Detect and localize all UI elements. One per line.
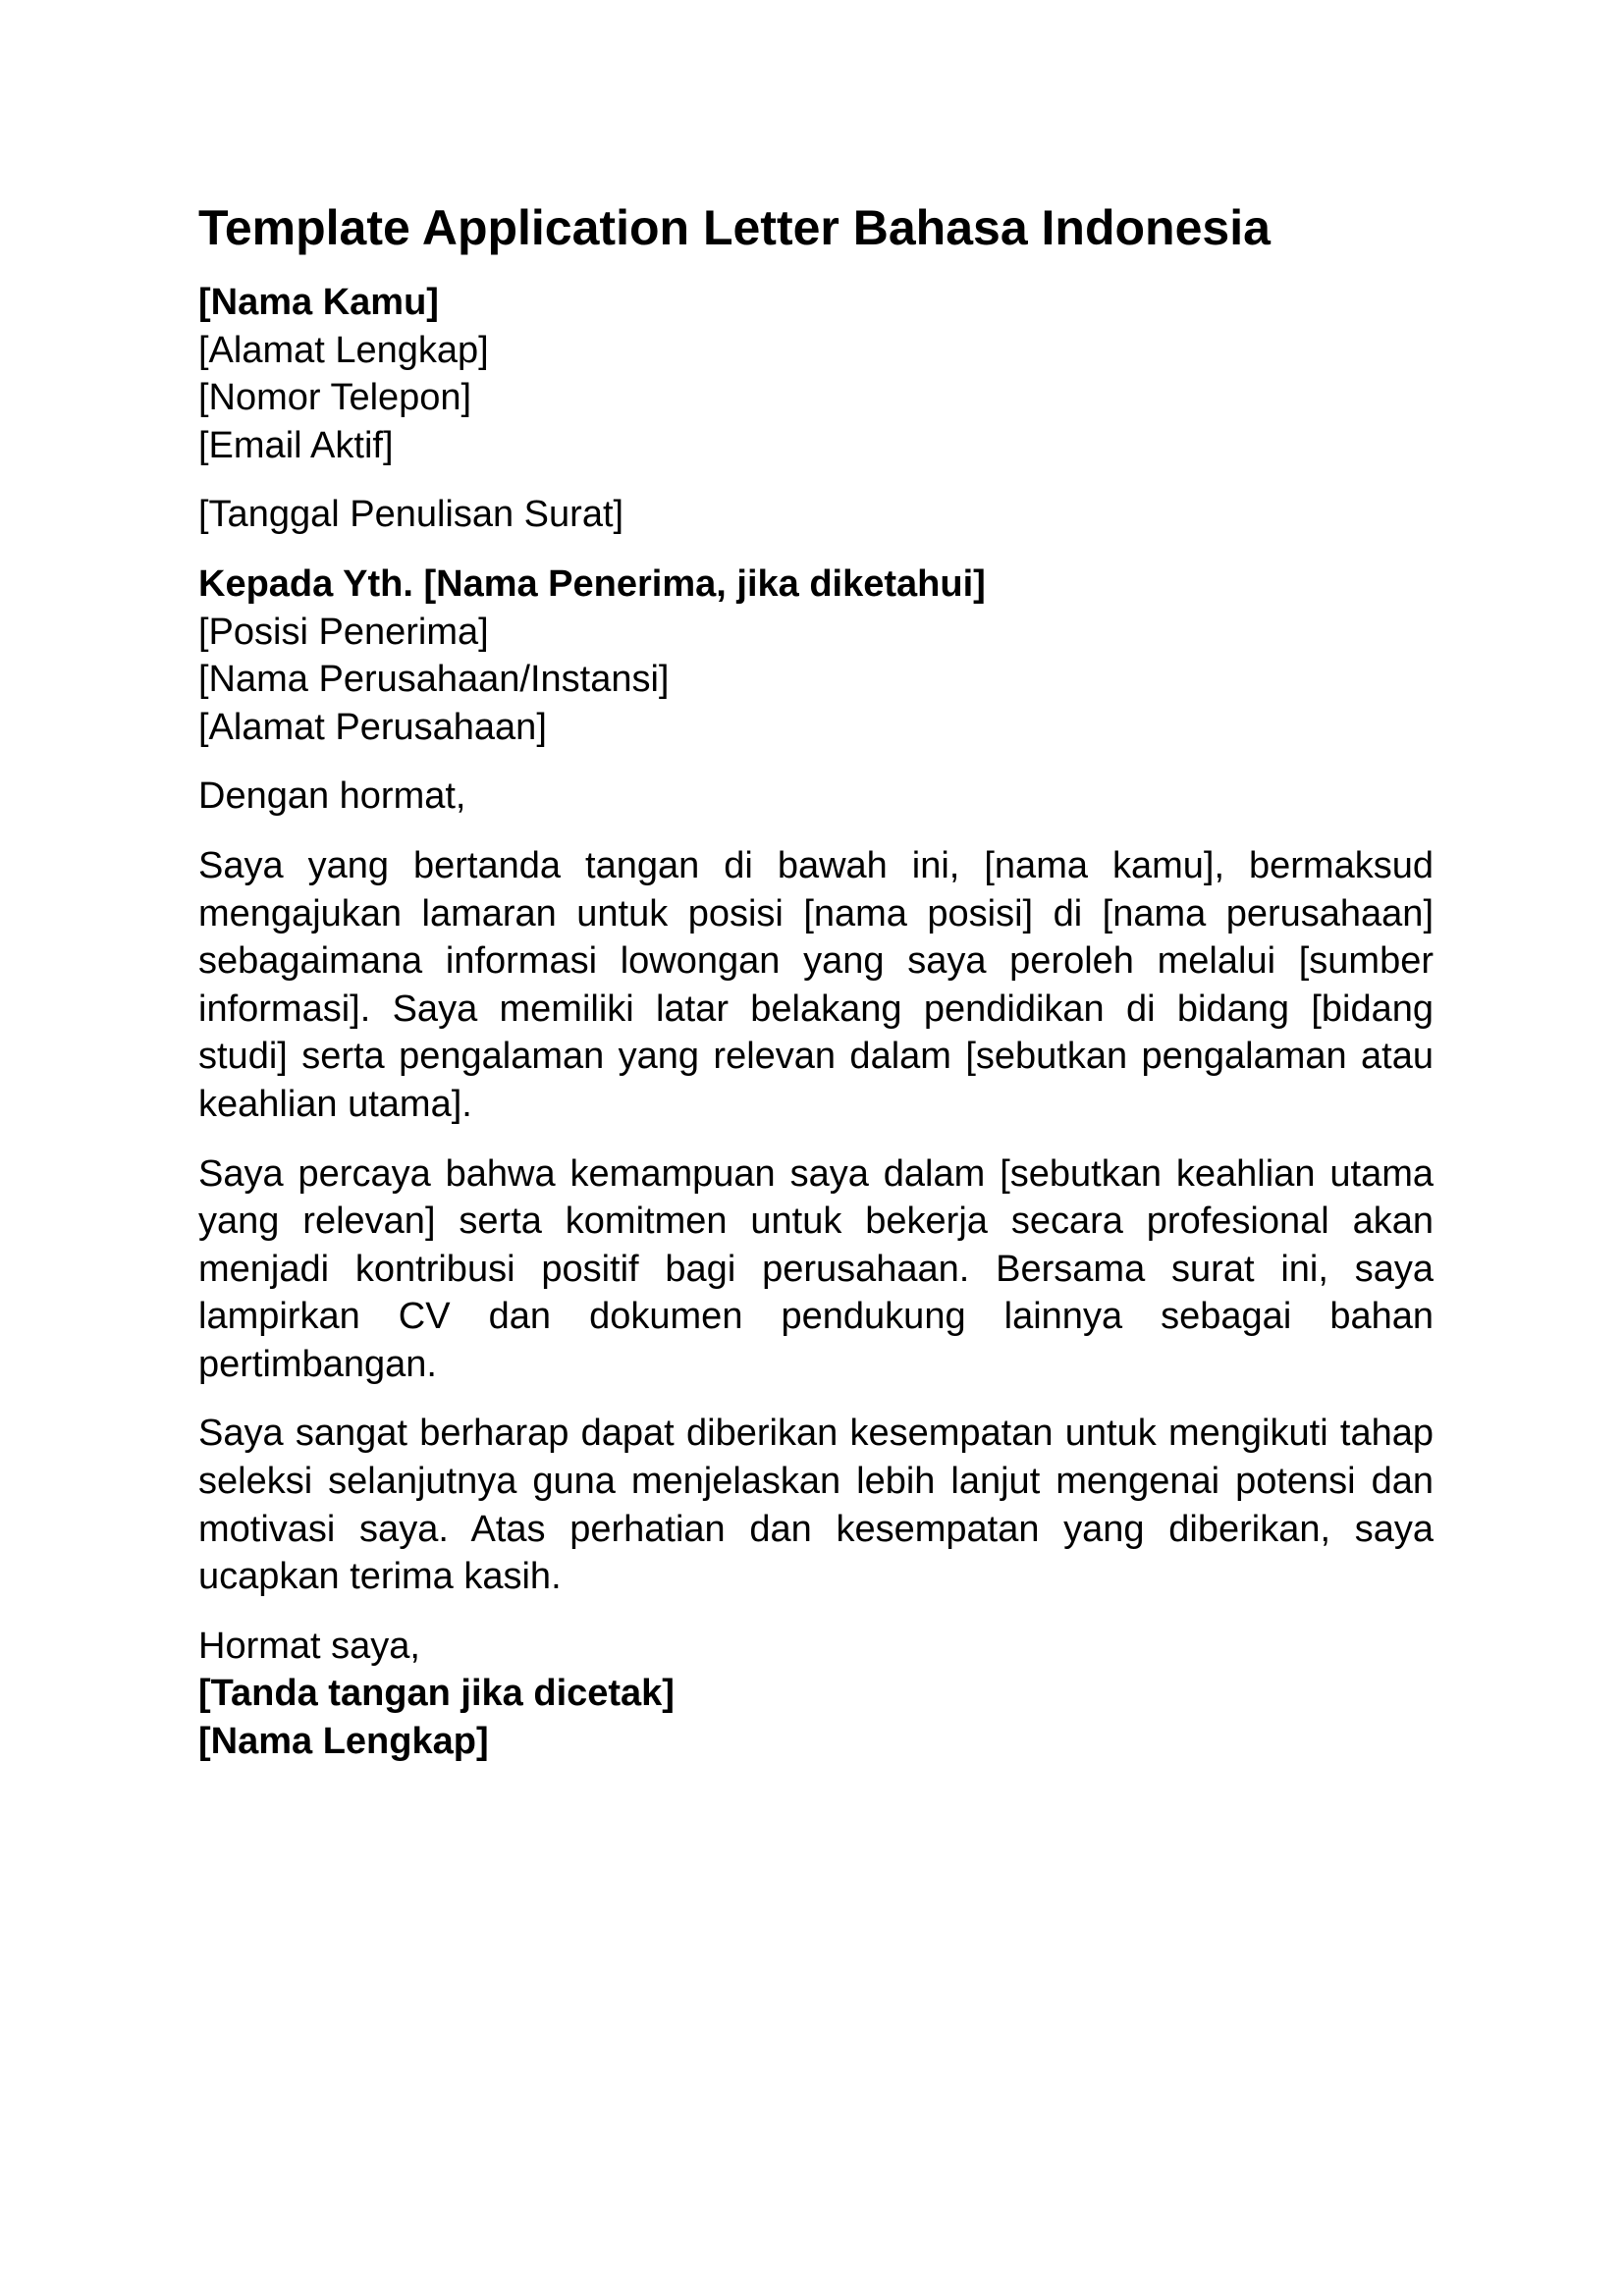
greeting: Dengan hormat, [198,775,466,818]
greeting-block [198,773,1434,821]
date-block [198,491,1434,539]
recipient-position: [Posisi Penerima] [198,611,489,653]
sender-phone: [Nomor Telepon] [198,377,472,419]
body-paragraph-2: Saya percaya bahwa kemampuan saya dalam [sebutkan keahlian utama yang relevan] serta komitmen untuk bekerja secara profesional akan menjadi kontribusi positif bagi perusahaan. Bersama surat ini, saya lampirkan CV dan dokumen pendukung lainnya sebagai bahan pertimbangan. [198,1152,1434,1385]
letter-date: [Tanggal Penulisan Surat] [198,494,624,536]
body-paragraph-3: Saya sangat berharap dapat diberikan kesempatan untuk mengikuti tahap seleksi selanjutnya guna menjelaskan lebih lanjut mengenai potensi dan motivasi saya. Atas perhatian dan kesempatan yang diberikan, saya ucapkan terima kasih. [198,1413,1434,1598]
sender-address: [Alamat Lengkap] [198,329,489,371]
signature-placeholder: [Tanda tangan jika dicetak] [198,1673,675,1715]
document-title: Template Application Letter Bahasa Indonesia [198,200,1271,255]
closing-block [198,1623,1434,1766]
body-paragraph-1: Saya yang bertanda tangan di bawah ini, [nama kamu], bermaksud mengajukan lamaran untuk posisi [nama posisi] di [nama perusahaan] sebagaimana informasi lowongan yang saya peroleh melalui [sumber informasi]. Saya memiliki latar belakang pendidikan di bidang [bidang studi] serta pengalaman yang relevan dalam [sebutkan pengalaman atau keahlian utama]. [198,844,1434,1125]
closing-salutation: Hormat saya, [198,1625,420,1667]
recipient-address: [Alamat Perusahaan] [198,706,547,748]
letter-content [198,196,1434,1788]
recipient-to: Kepada Yth. [Nama Penerima, jika diketahui] [198,562,986,605]
signer-full-name: [Nama Lengkap] [198,1721,489,1763]
sender-block [198,279,1434,469]
sender-name: [Nama Kamu] [198,282,439,323]
recipient-company: [Nama Perusahaan/Instansi] [198,659,670,701]
sender-email: [Email Aktif] [198,424,394,466]
recipient-block [198,561,1434,751]
